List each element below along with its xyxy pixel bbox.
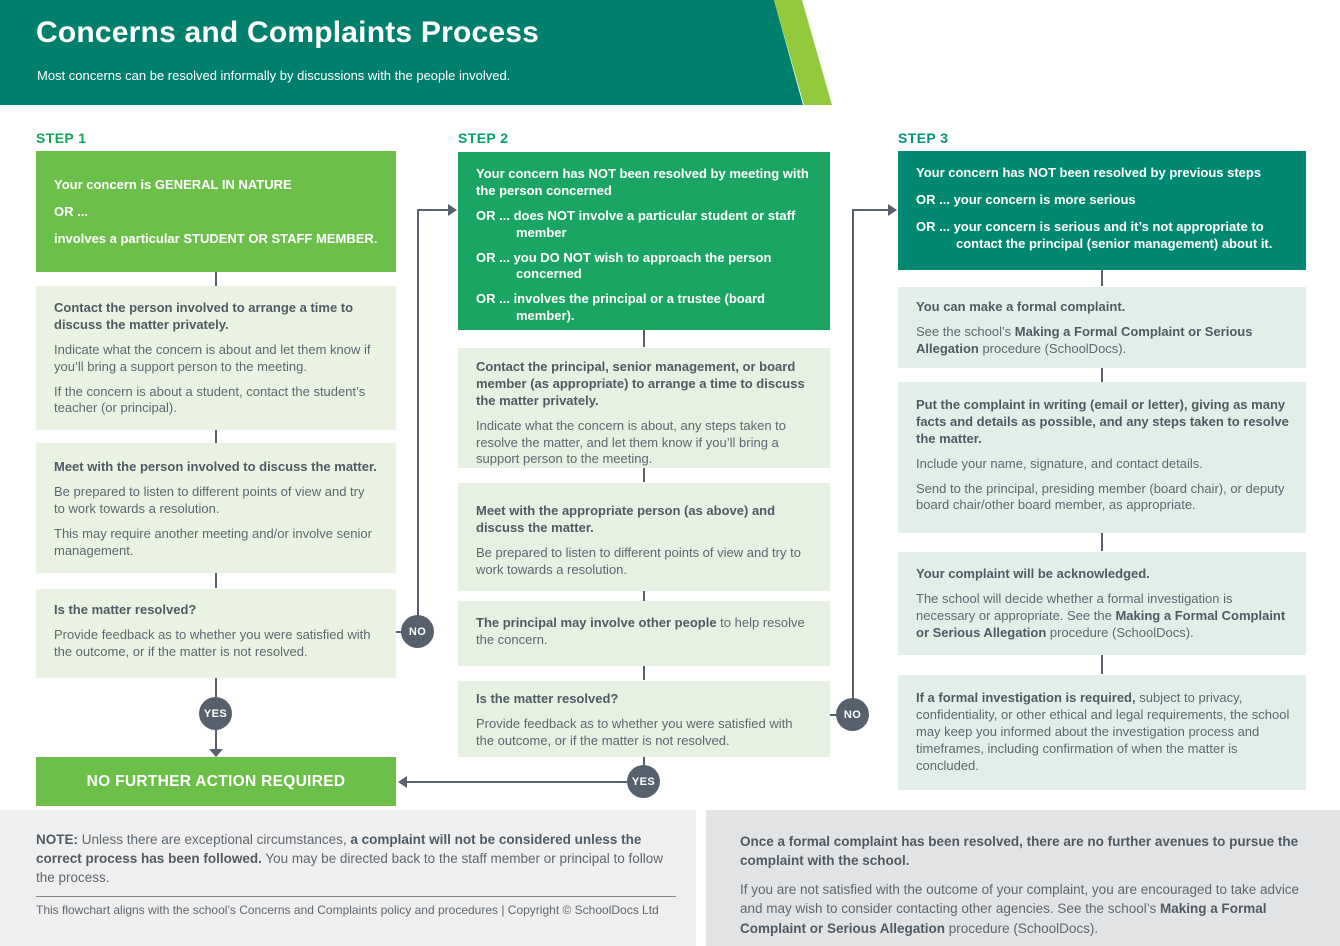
no-badge-step2: NO [836,698,869,731]
note-right-panel [706,810,1340,946]
step2-condition-box [458,152,830,330]
text-segment: Contact the person involved to arrange a time to discuss the matter privately. [54,300,354,332]
paragraph [916,324,1290,358]
paragraph [740,880,1310,937]
text-segment: procedure (SchoolDocs). [945,920,1099,936]
text-segment: your concern is serious and it’s not appropriate to contact the principal (senior management) about it. [953,218,1273,251]
paragraph [476,418,814,469]
header-banner [0,0,1340,105]
text-segment: Indicate what the concern is about, any steps taken to resolve the matter, and let them know if you’ll bring a support person to the meeting. [476,417,787,467]
text-segment: to help resolve the concern. [476,615,805,647]
text-segment: OR ... [476,291,514,307]
text-segment: Your concern has NOT been resolved by meeting with the person concerned [476,166,809,198]
text-segment: OR ... [54,203,88,219]
text-segment: Meet with the person involved to discuss the matter. [54,459,377,474]
paragraph [476,359,814,410]
paragraph [476,615,814,649]
paragraph [916,397,1290,448]
arrowhead-down [209,749,223,757]
text-segment: Your concern has NOT been resolved by previous steps [916,165,1262,180]
step1-resolved-box [36,589,396,678]
paragraph [54,384,378,418]
step1-label: STEP 1 [36,130,87,146]
page-title: Concerns and Complaints Process [36,16,540,49]
text-segment: Making a Formal Complaint or Serious Allegation [740,901,1267,936]
note-left-panel [0,810,696,946]
paragraph [476,716,814,750]
text-segment: Provide feedback as to whether you were satisfied with the outcome, or if the matter is not resolved. [54,626,371,659]
paragraph [476,208,816,242]
paragraph [476,691,814,708]
text-segment: Provide feedback as to whether you were satisfied with the outcome, or if the matter is not resolved. [476,715,793,748]
paragraph [916,165,1292,182]
arrowhead-right [448,204,457,216]
text-segment: The principal may involve other people [476,615,717,630]
paragraph [54,231,378,248]
text-segment: subject to privacy, confidentiality, or other ethical and legal requirements, the school may keep you informed about the investigation process and timeframes, including confirmation of when the matter is concluded. [916,690,1290,773]
paragraph [54,484,378,518]
paragraph [916,456,1290,473]
text-segment: You can make a formal complaint. [916,299,1126,314]
step1-condition-box [36,151,396,272]
text-segment: Include your name, signature, and contact details. [916,455,1203,471]
paragraph [916,299,1290,316]
step3-writing-box [898,382,1306,533]
text-segment: NOTE: [36,832,82,847]
paragraph [54,526,378,560]
paragraph [54,177,378,194]
paragraph [916,566,1290,583]
arrowhead-right [888,204,897,216]
text-segment: If the concern is about a student, contact the student’s teacher (or principal). [54,383,366,416]
text-segment: you DO NOT wish to approach the person concerned [513,249,772,282]
text-segment: procedure (SchoolDocs). [978,340,1127,356]
connector-line [418,210,448,616]
text-segment: Be prepared to listen to different points of view and try to work towards a resolution. [54,483,365,516]
yes-badge-step2: YES [627,765,660,798]
paragraph [54,342,378,376]
paragraph [476,250,816,284]
step3-label: STEP 3 [898,130,949,146]
page-subtitle: Most concerns can be resolved informally by discussions with the people involved. [37,68,511,83]
text-segment: Indicate what the concern is about and let them know if you’ll bring a support person to the meeting. [54,341,371,374]
step2-resolved-box [458,681,830,757]
paragraph [36,830,676,887]
step1-meet-box [36,443,396,573]
text-segment: If a formal investigation is required, [916,690,1136,705]
text-segment: GENERAL IN NATURE [154,177,292,192]
step2-label: STEP 2 [458,130,509,146]
text-segment: a complaint will not be considered unless the correct process has been followed. [36,832,642,867]
paragraph [916,591,1290,642]
paragraph [54,300,378,334]
text-segment: Put the complaint in writing (email or letter), giving as many facts and details as possible, and any steps taken to resolve the matter. [916,397,1289,446]
arrowhead-left [398,776,407,788]
text-segment: Is the matter resolved? [476,691,619,706]
step3-investigation-box [898,675,1306,790]
text-segment: OR ... [916,191,954,207]
step3-formal-complaint-box [898,287,1306,368]
text-segment: This may require another meeting and/or involve senior management. [54,525,372,558]
text-segment: If you are not satisfied with the outcome of your complaint, you are encouraged to take advice and may wish to consider contacting other agencies. See the school’s [740,882,1300,917]
text-segment: OR ... [476,207,514,223]
paragraph [740,832,1310,870]
step2-meet-box [458,483,830,591]
text-segment: OR ... [476,249,514,265]
text-segment: Contact the principal, senior management, or board member (as appropriate) to arrange a time to discuss the matter privately. [476,359,805,408]
paragraph [54,204,378,221]
text-segment: Unless there are exceptional circumstances, [81,832,351,847]
text-segment: Once a formal complaint has been resolved, there are no further avenues to pursue the complaint with the school. [740,834,1299,869]
step3-acknowledged-box [898,552,1306,655]
paragraph [54,627,378,661]
text-segment: procedure (SchoolDocs). [1046,624,1194,640]
text-segment: You may be directed back to the staff member or principal to follow the process. [36,851,664,886]
text-segment: See the school’s [916,323,1015,339]
text-segment: your concern is more serious [953,191,1136,207]
text-segment: does NOT involve a particular student or staff member [513,207,796,240]
step1-contact-box [36,286,396,430]
text-segment: Making a Formal Complaint or Serious Allegation [916,323,1253,356]
paragraph [476,545,814,579]
no-further-action-box: NO FURTHER ACTION REQUIRED [36,757,396,806]
paragraph [476,291,816,325]
text-segment: Be prepared to listen to different points of view and try to work towards a resolution. [476,544,801,577]
text-segment: Making a Formal Complaint or Serious Allegation [916,607,1286,640]
yes-badge-step1: YES [199,697,232,730]
text-segment: involves a particular [54,230,184,246]
step3-condition-box [898,151,1306,270]
step2-involve-others-box [458,601,830,666]
connector-line [853,210,888,699]
footer-text: This flowchart aligns with the school’s Concerns and Complaints policy and procedures | Copyright © SchoolDocs Ltd [36,903,659,917]
paragraph [916,219,1292,253]
footer-divider [36,896,676,897]
paragraph [476,166,816,200]
text-segment: Send to the principal, presiding member (board chair), or deputy board chair/other board member, as appropriate. [916,480,1285,513]
no-badge-step1: NO [401,615,434,648]
text-segment: involves the principal or a trustee (board member). [513,291,765,324]
paragraph [476,503,814,537]
paragraph [916,690,1290,774]
paragraph [54,459,378,476]
step2-contact-box [458,348,830,468]
text-segment: OR ... [916,218,954,234]
text-segment: STUDENT OR STAFF MEMBER. [183,230,378,246]
text-segment: Your concern is [54,177,155,192]
text-segment: Is the matter resolved? [54,602,197,617]
text-segment: Your complaint will be acknowledged. [916,566,1150,581]
paragraph [916,192,1292,209]
text-segment: The school will decide whether a formal investigation is necessary or appropriate. See the [916,590,1233,623]
paragraph [54,602,378,619]
paragraph [916,481,1290,515]
text-segment: Meet with the appropriate person (as above) and discuss the matter. [476,503,776,535]
